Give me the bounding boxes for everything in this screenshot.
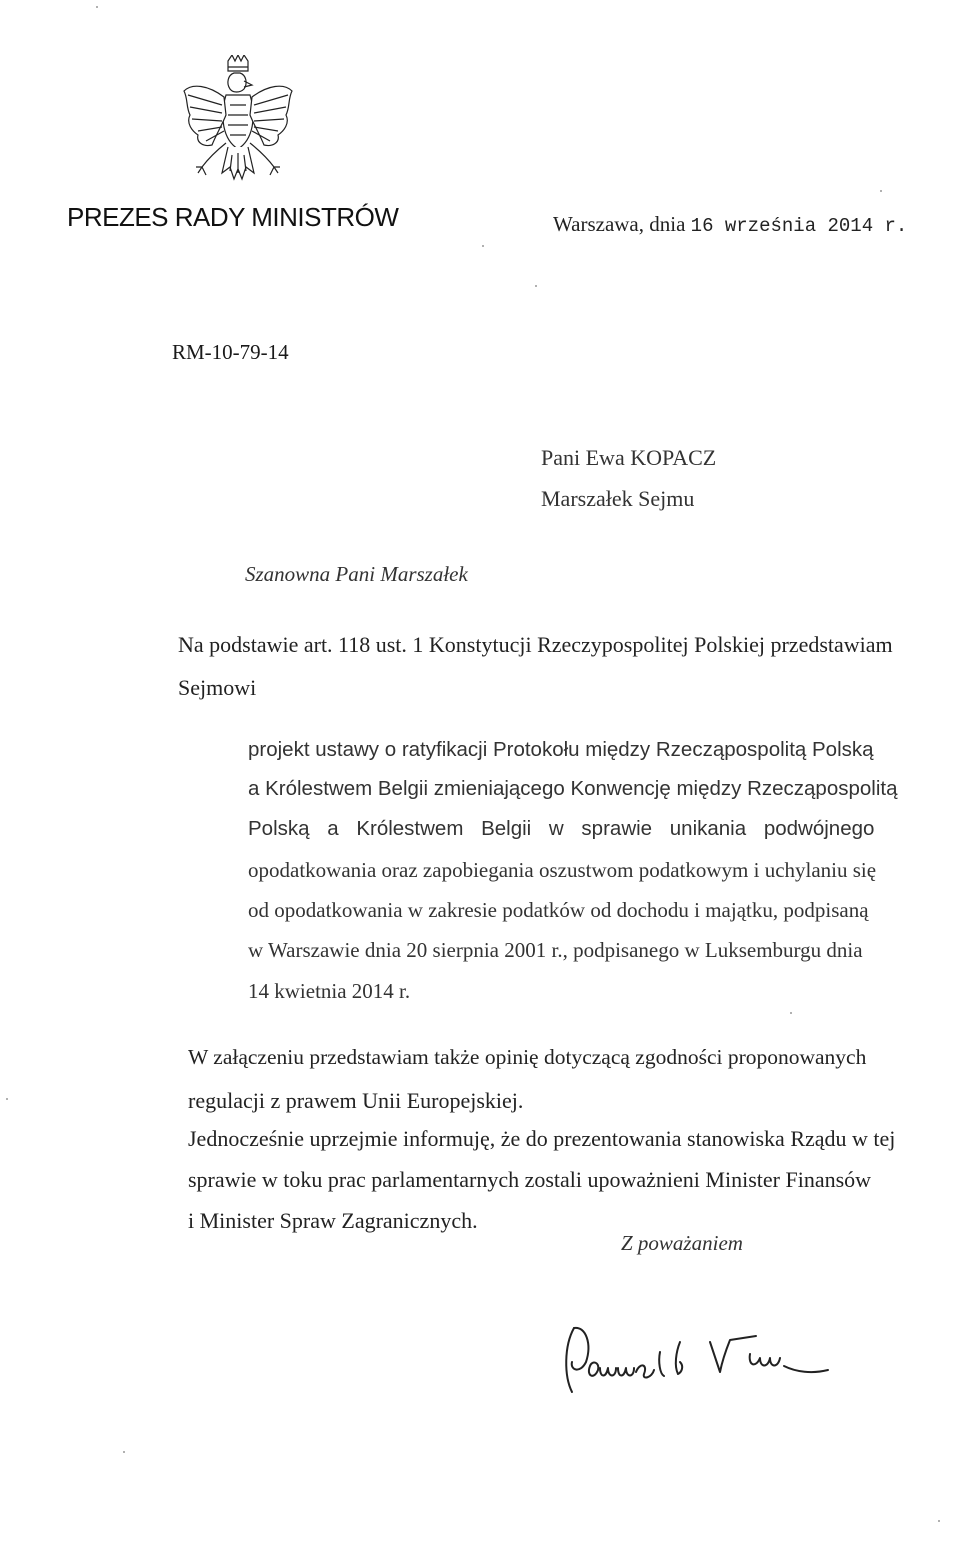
scan-speck (535, 285, 537, 287)
scan-speck (6, 1098, 8, 1100)
attachment-line: W załączeniu przedstawiam także opinię dotyczącą zgodności proponowanych (188, 1045, 867, 1069)
reference-number: RM-10-79-14 (172, 340, 289, 364)
project-line: Polską a Królestwem Belgii w sprawie unikania podwójnego (248, 817, 875, 840)
letter-date: 16 września 2014 r. (690, 215, 908, 237)
project-line: a Królestwem Belgii zmieniającego Konwencję między Rzecząpospolitą (248, 777, 898, 800)
project-line: od opodatkowania w zakresie podatków od dochodu i majątku, podpisaną (248, 898, 869, 922)
scan-speck (96, 6, 98, 8)
scan-speck (482, 245, 484, 247)
signature-image (560, 1322, 850, 1402)
info-line: i Minister Spraw Zagranicznych. (188, 1208, 478, 1233)
info-line: sprawie w toku prac parlamentarnych zostali upoważnieni Minister Finansów (188, 1167, 872, 1192)
scan-speck (123, 1451, 125, 1453)
salutation: Szanowna Pani Marszałek (245, 562, 468, 586)
project-line: 14 kwietnia 2014 r. (248, 979, 411, 1003)
addressee-title: Marszałek Sejmu (541, 486, 695, 511)
closing: Z poważaniem (621, 1231, 743, 1255)
polish-eagle-emblem-icon (178, 55, 298, 195)
intro-line: Na podstawie art. 118 ust. 1 Konstytucji Rzeczypospolitej Polskiej przedstawiam (178, 632, 893, 657)
place-date (553, 212, 907, 237)
office-title: PREZES RADY MINISTRÓW (67, 202, 399, 232)
project-line: projekt ustawy o ratyfikacji Protokołu między Rzecząpospolitą Polską (248, 738, 874, 761)
attachment-line: regulacji z prawem Unii Europejskiej. (188, 1088, 524, 1113)
addressee-name: Pani Ewa KOPACZ (541, 445, 717, 470)
project-line: w Warszawie dnia 20 sierpnia 2001 r., podpisanego w Luksemburgu dnia (248, 938, 863, 962)
place-prefix: Warszawa, dnia (553, 212, 686, 236)
scan-speck (938, 1520, 940, 1522)
scan-speck (790, 1012, 792, 1014)
intro-line: Sejmowi (178, 675, 257, 700)
project-line: opodatkowania oraz zapobiegania oszustwom podatkowym i uchylaniu się (248, 858, 877, 882)
scan-speck (880, 190, 882, 192)
info-line: Jednocześnie uprzejmie informuję, że do prezentowania stanowiska Rządu w tej (188, 1126, 896, 1151)
